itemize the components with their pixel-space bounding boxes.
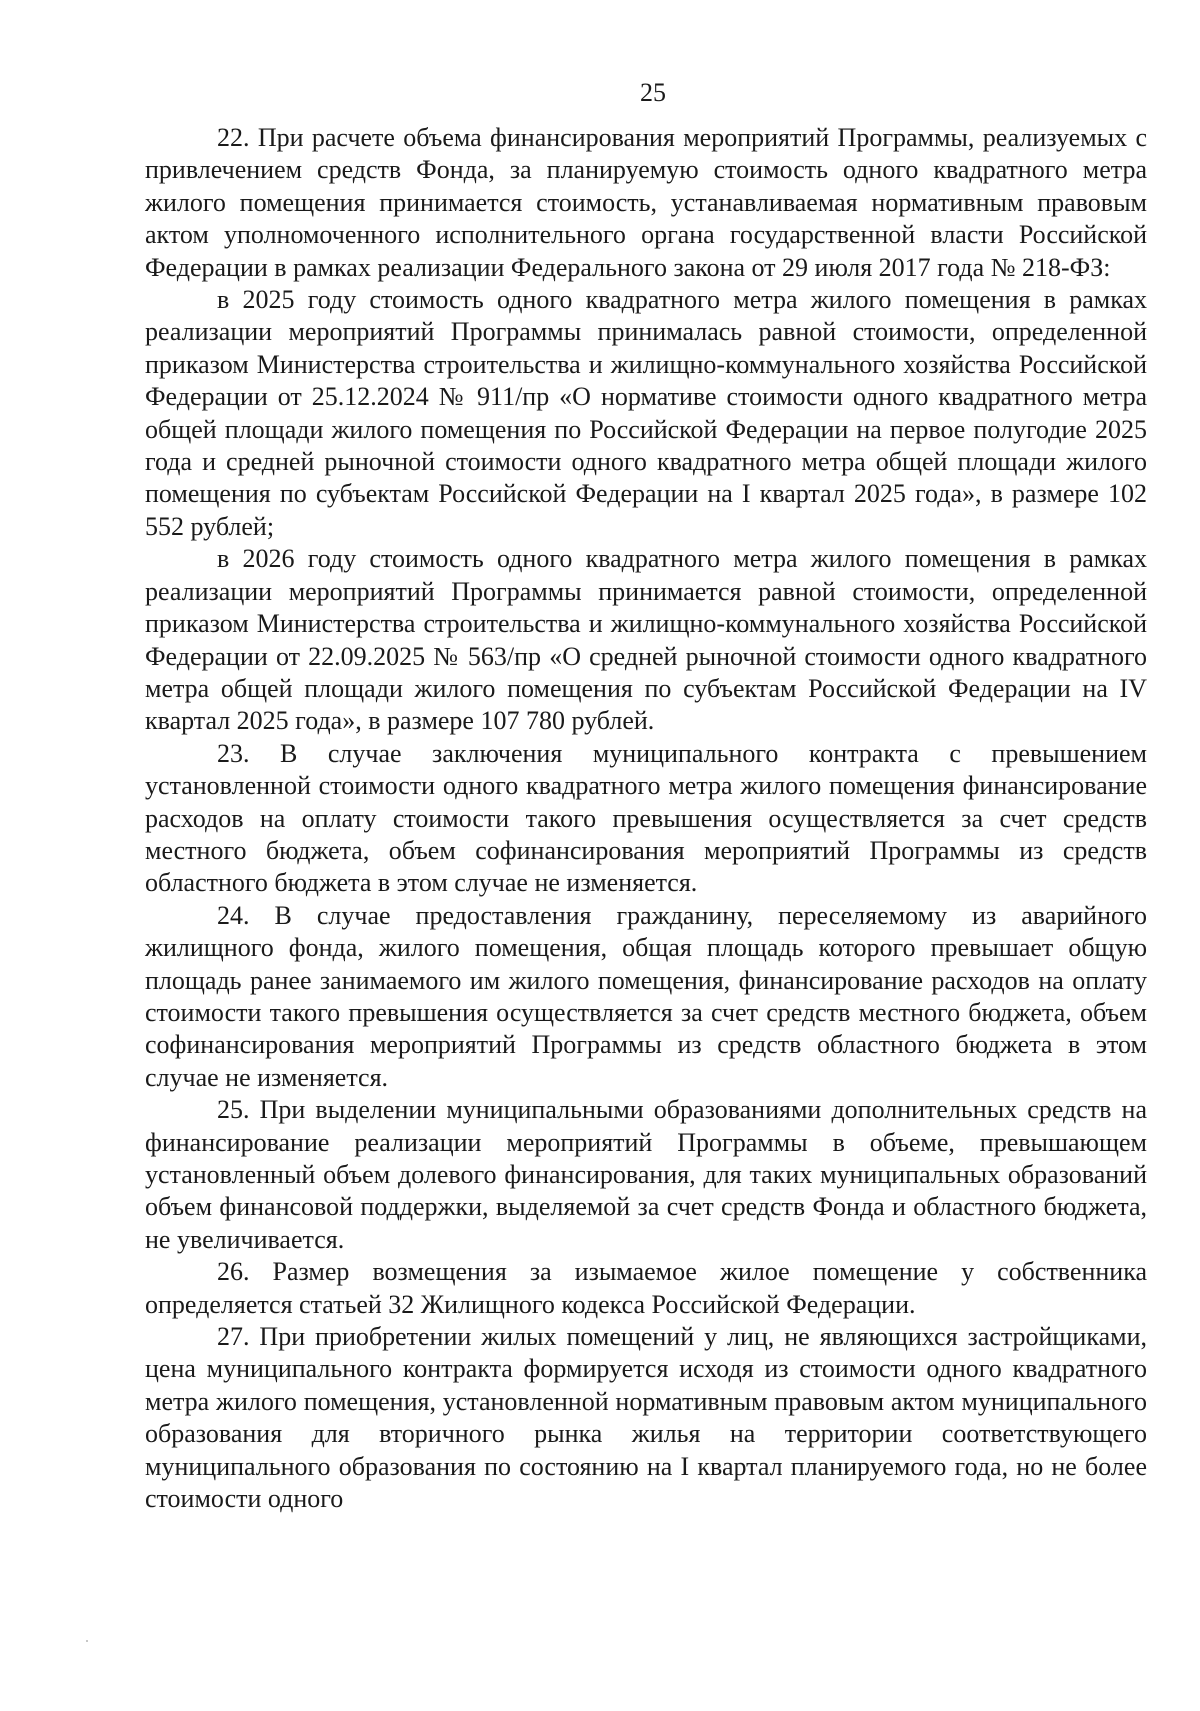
paragraph-22-2026-cost: в 2026 году стоимость одного квадратного метра жилого помещения в рамках реализации мероприятий Программы принимается равной стоимости, определенной приказом Министерства строительства и жилищно-коммунального хозяйства Российской Федерации от 22.09.2025 № 563/пр «О средней рыночной стоимости одного квадратного метра общей площади жилого помещения по субъектам Российской Федерации на IV квартал 2025 года», в размере 107 780 рублей. <box>145 544 1147 736</box>
page-number: 25 <box>640 78 666 107</box>
paragraph-26: 26. Размер возмещения за изымаемое жилое помещение у собственника определяется статьей 32 Жилищного кодекса Российской Федерации. <box>145 1257 1147 1319</box>
paragraph-22-2025-cost: в 2025 году стоимость одного квадратного метра жилого помещения в рамках реализации мероприятий Программы принималась равной стоимости, определенной приказом Министерства строительства и жилищно-коммунального хозяйства Российской Федерации от 25.12.2024 № 911/пр «О нормативе стоимости одного квадратного метра общей площади жилого помещения по Российской Федерации на первое полугодие 2025 года и средней рыночной стоимости одного квадратного метра общей площади жилого помещения по субъектам Российской Федерации на I квартал 2025 года», в размере 102 552 рублей; <box>145 285 1147 541</box>
document-page <box>145 76 1147 1515</box>
paragraph-27: 27. При приобретении жилых помещений у лиц, не являющихся застройщиками, цена муниципального контракта формируется исходя из стоимости одного квадратного метра жилого помещения, установленной нормативным правовым актом муниципального образования для вторичного рынка жилья на территории соответствующего муниципального образования по состоянию на I квартал планируемого года, но не более стоимости одного <box>145 1322 1147 1514</box>
paragraph-25: 25. При выделении муниципальными образованиями дополнительных средств на финансирование реализации мероприятий Программы в объеме, превышающем установленный объем долевого финансирования, для таких муниципальных образований объем финансовой поддержки, выделяемой за счет средств Фонда и областного бюджета, не увеличивается. <box>145 1095 1147 1254</box>
paragraph-22: 22. При расчете объема финансирования мероприятий Программы, реализуемых с привлечением средств Фонда, за планируемую стоимость одного квадратного метра жилого помещения принимается стоимость, устанавливаемая нормативным правовым актом уполномоченного исполнительного органа государственной власти Российской Федерации в рамках реализации Федерального закона от 29 июля 2017 года № 218-ФЗ: <box>145 123 1147 282</box>
paragraph-23: 23. В случае заключения муниципального контракта с превышением установленной стоимости одного квадратного метра жилого помещения финансирование расходов на оплату стоимости такого превышения осуществляется за счет средств местного бюджета, объем софинансирования мероприятий Программы из средств областного бюджета в этом случае не изменяется. <box>145 738 1147 898</box>
paragraph-24: 24. В случае предоставления гражданину, переселяемому из аварийного жилищного фонда, жилого помещения, общая площадь которого превышает общую площадь ранее занимаемого им жилого помещения, финансирование расходов на оплату стоимости такого превышения осуществляется за счет средств местного бюджета, объем софинансирования мероприятий Программы из средств областного бюджета в этом случае не изменяется. <box>145 900 1147 1092</box>
scan-speck <box>86 1640 88 1642</box>
